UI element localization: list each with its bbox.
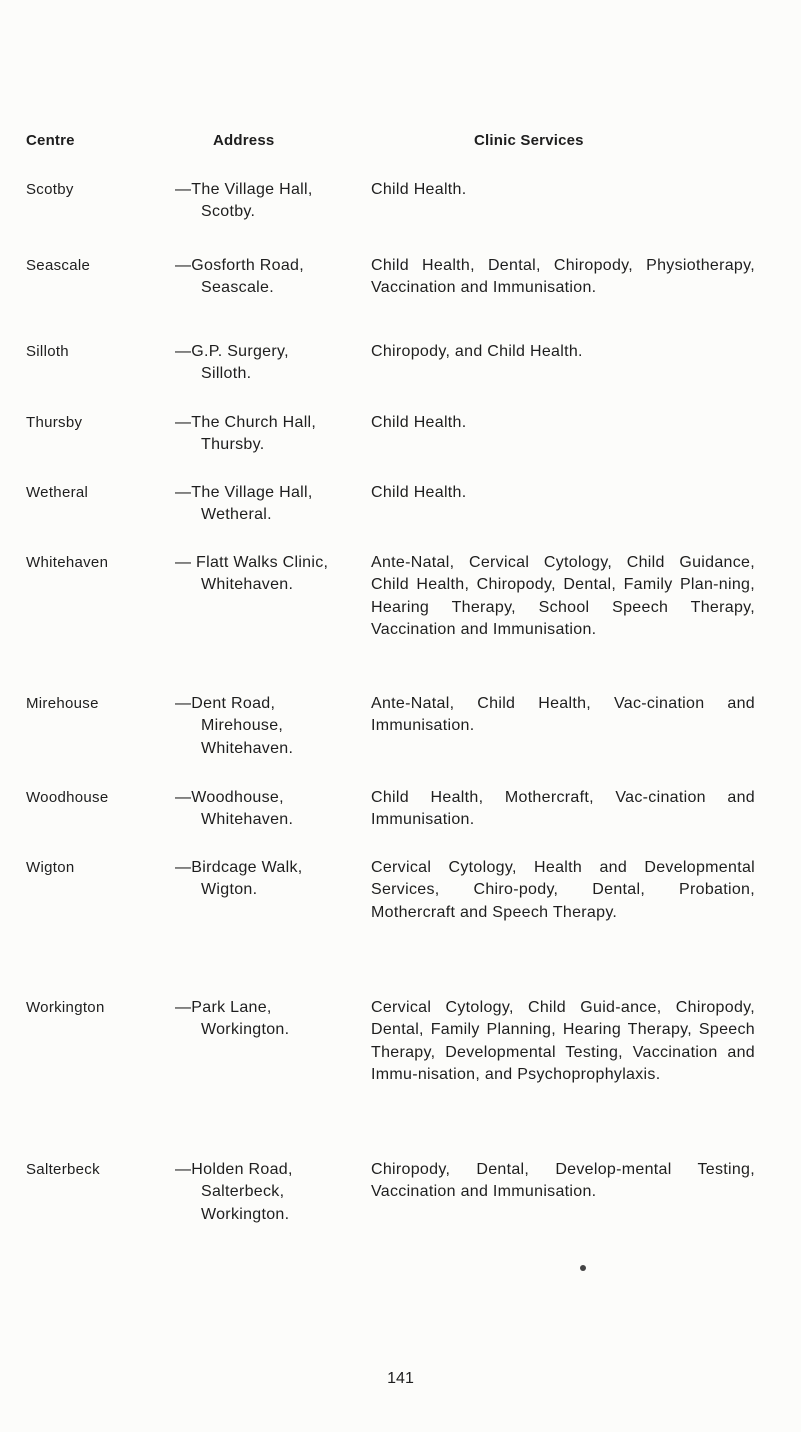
centre-name: Wigton	[26, 859, 75, 876]
centre-name: Woodhouse	[26, 789, 109, 806]
address-line: —Park Lane,	[175, 999, 272, 1016]
centre-name: Mirehouse	[26, 695, 99, 712]
address-line: —The Village Hall,	[175, 181, 313, 198]
address-line: —Birdcage Walk,	[175, 859, 303, 876]
address-line: Workington.	[201, 1021, 290, 1039]
clinic-services: Cervical Cytology, Child Guid-ance, Chiropody, Dental, Family Planning, Hearing Therapy, Speech Therapy, Developmental Testing, Vaccination and Immu-nisation, and Psychoprophylaxis.	[371, 999, 755, 1083]
address-line: Workington.	[201, 1205, 290, 1223]
address-line: —The Village Hall,	[175, 484, 313, 501]
centre-name: Wetheral	[26, 484, 89, 501]
clinic-services: Ante-Natal, Cervical Cytology, Child Guidance, Child Health, Chiropody, Dental, Family Plan-ning, Hearing Therapy, School Speech Therapy, Vaccination and Immunisation.	[371, 554, 755, 638]
clinic-services: Child Health, Dental, Chiropody, Physiotherapy, Vaccination and Immunisation.	[371, 257, 755, 297]
clinic-services: Child Health.	[371, 484, 467, 501]
clinic-services: Ante-Natal, Child Health, Vac-cination and Immunisation.	[371, 695, 755, 735]
address-line: —Holden Road,	[175, 1161, 293, 1178]
centre-address	[175, 787, 360, 832]
centre-name: Seascale	[26, 257, 91, 274]
address-line: —Gosforth Road,	[175, 257, 304, 274]
address-line: Silloth.	[201, 365, 252, 383]
address-line: Salterbeck,	[201, 1183, 285, 1201]
address-line: Whitehaven.	[201, 739, 294, 757]
address-line: Thursby.	[201, 436, 265, 454]
clinic-services: Child Health.	[371, 414, 467, 431]
clinic-services: Chiropody, and Child Health.	[371, 343, 583, 360]
address-line: — Flatt Walks Clinic,	[175, 554, 329, 571]
centre-name: Silloth	[26, 343, 69, 360]
centre-name: Thursby	[26, 414, 83, 431]
address-line: —Woodhouse,	[175, 789, 284, 806]
centre-name: Scotby	[26, 181, 74, 198]
clinic-services: Child Health, Mothercraft, Vac-cination and Immunisation.	[371, 789, 755, 829]
centre-address	[175, 179, 360, 224]
address-line: Whitehaven.	[201, 576, 294, 594]
centre-address	[175, 693, 360, 760]
centre-address	[175, 482, 360, 527]
centre-name: Workington	[26, 999, 105, 1016]
address-line: —The Church Hall,	[175, 414, 317, 431]
centre-name: Salterbeck	[26, 1161, 100, 1178]
centre-address	[175, 1159, 360, 1226]
centre-address	[175, 552, 360, 597]
centre-address	[175, 412, 360, 457]
address-line: Seascale.	[201, 279, 274, 297]
centre-address	[175, 857, 360, 902]
address-line: Wetheral.	[201, 506, 272, 524]
centre-address	[175, 255, 360, 300]
address-line: —Dent Road,	[175, 695, 276, 712]
address-line: Wigton.	[201, 881, 258, 899]
address-line: Whitehaven.	[201, 811, 294, 829]
header-clinic-services: Clinic Services	[474, 132, 584, 149]
clinic-services: Child Health.	[371, 181, 467, 198]
clinic-services: Chiropody, Dental, Develop-mental Testing, Vaccination and Immunisation.	[371, 1161, 755, 1201]
centre-name: Whitehaven	[26, 554, 109, 571]
centre-address	[175, 341, 360, 386]
print-speck	[580, 1265, 586, 1271]
header-centre: Centre	[26, 132, 75, 149]
header-address: Address	[213, 132, 275, 149]
address-line: Mirehouse,	[201, 717, 284, 735]
clinic-services: Cervical Cytology, Health and Developmental Services, Chiro-pody, Dental, Probation, Mothercraft and Speech Therapy.	[371, 859, 755, 921]
centre-address	[175, 997, 360, 1042]
page-number: 141	[387, 1370, 414, 1387]
address-line: Scotby.	[201, 203, 256, 221]
address-line: —G.P. Surgery,	[175, 343, 289, 360]
